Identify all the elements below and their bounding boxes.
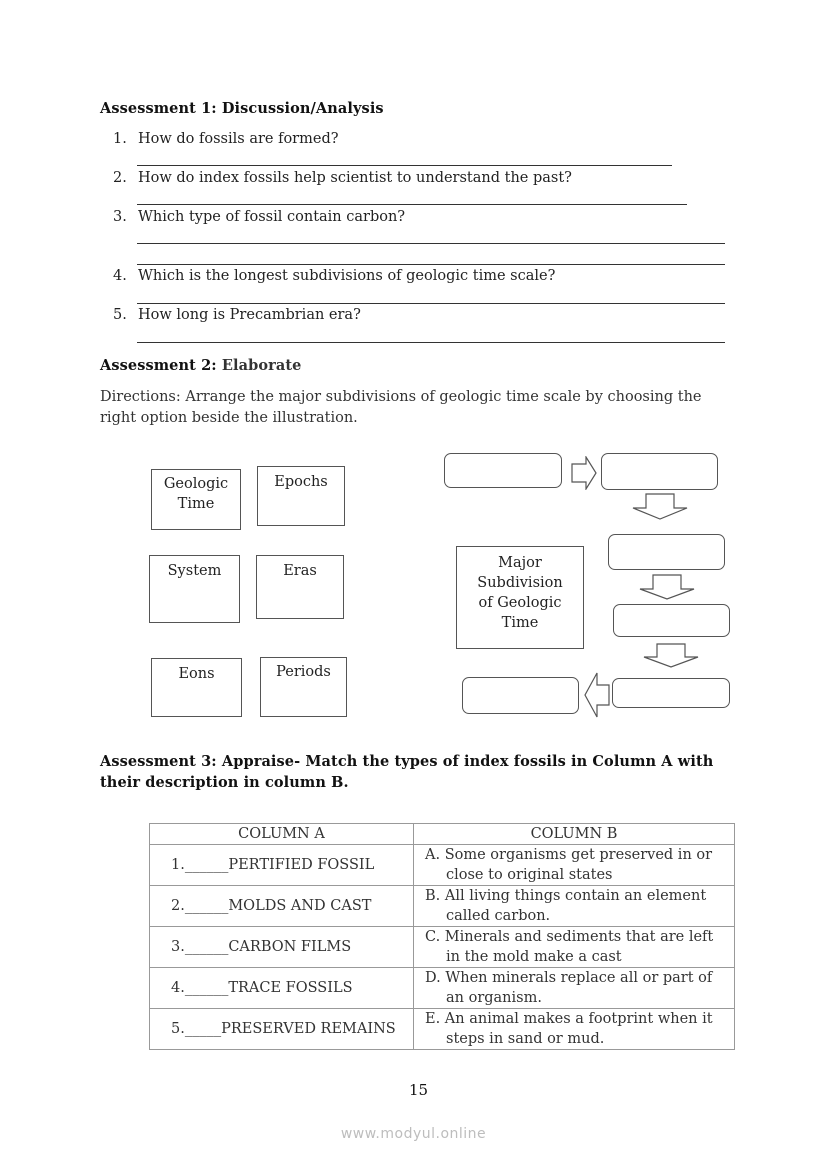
question-text: How long is Precambrian era?	[138, 307, 361, 323]
assessment1-heading: Assessment 1: Discussion/Analysis	[100, 100, 384, 117]
question-text: How do index fossils help scientist to understand the past?	[138, 170, 572, 186]
answer-box-2[interactable]	[601, 453, 718, 490]
directions-line-2: right option beside the illustration.	[100, 410, 358, 426]
table-header-row	[150, 824, 735, 845]
answer-box-6[interactable]	[462, 677, 579, 714]
center-box-label: of Geologic	[478, 595, 562, 611]
column-b-header: COLUMN B	[414, 824, 735, 845]
option-label: System	[167, 563, 222, 579]
option-label: Geologic	[163, 476, 229, 492]
description-line: an organism.	[446, 990, 542, 1006]
column-b-item	[414, 968, 735, 1009]
description-line: C. Minerals and sediments that are left	[425, 929, 714, 945]
column-b-item	[414, 927, 735, 968]
answer-line-5[interactable]	[137, 342, 725, 343]
arrow-right-icon	[571, 456, 597, 490]
option-periods[interactable]	[260, 657, 347, 717]
option-epochs[interactable]	[257, 466, 345, 526]
option-label: Epochs	[274, 474, 328, 490]
option-label: Eras	[283, 563, 317, 579]
table-row	[150, 845, 735, 886]
assessment3-heading-line-1: Assessment 3: Appraise- Match the types of index fossils in Column A with	[100, 753, 714, 770]
answer-line-1[interactable]	[137, 165, 672, 166]
description-line: called carbon.	[446, 908, 551, 924]
assessment2-heading	[100, 357, 302, 374]
answer-line-3b[interactable]	[137, 264, 725, 265]
center-box-label: Major	[498, 555, 542, 571]
answer-box-3[interactable]	[608, 534, 725, 570]
description-line: B. All living things contain an element	[425, 888, 707, 904]
description-line: close to original states	[446, 867, 613, 883]
column-b-item	[414, 845, 735, 886]
matching-table	[149, 823, 735, 1050]
column-a-item[interactable]: 1.______PERTIFIED FOSSIL	[150, 845, 414, 886]
directions-line-1: Directions: Arrange the major subdivisions of geologic time scale by choosing the	[100, 389, 702, 405]
assessment2-heading-label: Assessment 2:	[100, 357, 222, 374]
description-line: in the mold make a cast	[446, 949, 622, 965]
arrow-down-icon	[639, 574, 695, 600]
column-a-item[interactable]: 3.______CARBON FILMS	[150, 927, 414, 968]
description-line: D. When minerals replace all or part of	[425, 970, 713, 986]
option-system[interactable]	[149, 555, 240, 623]
answer-line-3a[interactable]	[137, 243, 725, 244]
assessment2-directions	[100, 387, 702, 429]
description-line: A. Some organisms get preserved in or	[425, 847, 713, 863]
assessment2-heading-topic: Elaborate	[221, 357, 302, 374]
assessment3-heading	[100, 751, 713, 793]
question-number: 3.	[113, 209, 127, 225]
question-text: How do fossils are formed?	[138, 131, 339, 147]
page-number: 15	[408, 1081, 429, 1099]
column-a-item[interactable]: 2.______MOLDS AND CAST	[150, 886, 414, 927]
option-label: Eons	[178, 666, 215, 682]
option-eras[interactable]	[256, 555, 344, 619]
answer-line-4[interactable]	[137, 303, 725, 304]
table-row	[150, 886, 735, 927]
question-number: 2.	[113, 170, 127, 186]
table-row	[150, 1009, 735, 1050]
answer-box-5[interactable]	[612, 678, 730, 708]
table-row	[150, 927, 735, 968]
column-a-header: COLUMN A	[150, 824, 414, 845]
watermark: www.modyul.online	[340, 1126, 487, 1142]
question-number: 4.	[113, 268, 127, 284]
center-box-label: Subdivision	[477, 575, 563, 591]
option-label: Periods	[276, 664, 331, 680]
option-eons[interactable]	[151, 658, 242, 717]
arrow-left-icon	[584, 672, 610, 718]
answer-line-2[interactable]	[137, 204, 687, 205]
option-geologic-time[interactable]	[151, 469, 241, 530]
description-line: steps in sand or mud.	[446, 1031, 605, 1047]
question-text: Which is the longest subdivisions of geologic time scale?	[138, 268, 556, 284]
question-text: Which type of fossil contain carbon?	[138, 209, 406, 225]
column-a-item[interactable]: 4.______TRACE FOSSILS	[150, 968, 414, 1009]
table-row	[150, 968, 735, 1009]
column-b-item	[414, 886, 735, 927]
arrow-down-icon	[643, 643, 699, 668]
option-label: Time	[177, 496, 215, 512]
answer-box-1[interactable]	[444, 453, 562, 488]
column-a-item[interactable]: 5._____PRESERVED REMAINS	[150, 1009, 414, 1050]
question-number: 1.	[113, 131, 127, 147]
arrow-down-icon	[632, 493, 688, 520]
description-line: E. An animal makes a footprint when it	[425, 1011, 713, 1027]
assessment3-heading-line-2: their description in column B.	[100, 774, 349, 791]
question-number: 5.	[113, 307, 127, 323]
center-box-major-subdivision	[456, 546, 584, 649]
center-box-label: Time	[501, 615, 539, 631]
column-b-item	[414, 1009, 735, 1050]
answer-box-4[interactable]	[613, 604, 730, 637]
